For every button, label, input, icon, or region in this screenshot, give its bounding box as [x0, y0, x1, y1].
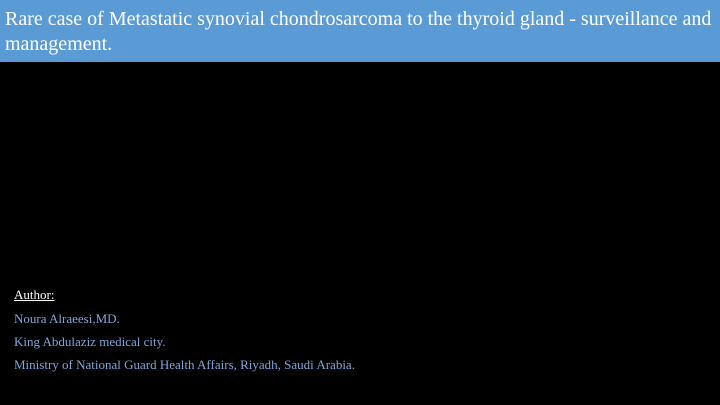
- author-block: [14, 287, 704, 380]
- author-institution: King Abdulaziz medical city.: [14, 334, 166, 349]
- title-bar: [0, 0, 720, 62]
- author-affiliation: Ministry of National Guard Health Affairs, Riyadh, Saudi Arabia.: [14, 357, 355, 372]
- author-name: Noura Alraeesi,MD.: [14, 311, 120, 326]
- slide-title: Rare case of Metastatic synovial chondrosarcoma to the thyroid gland - surveillance and management.: [5, 8, 712, 55]
- author-heading: Author:: [14, 287, 55, 302]
